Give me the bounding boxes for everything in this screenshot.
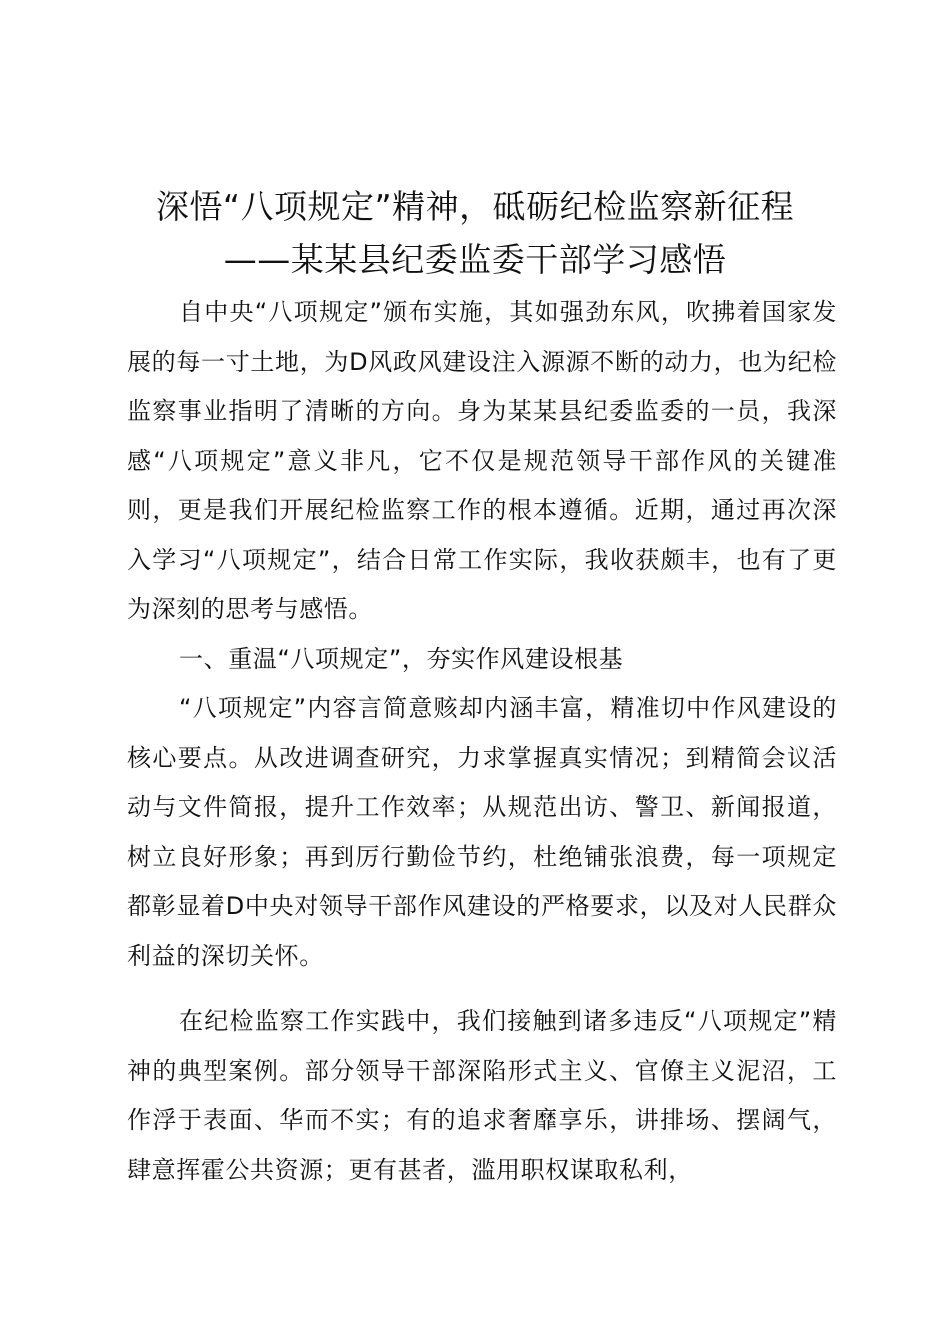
section-heading: 一、重温“八项规定”，夯实作风建设根基 bbox=[179, 644, 624, 673]
body-paragraph: “八项规定”内容言简意赅却内涵丰富，精准切中作风建设的核心要点。从改进调查研究，力求掌握真实情况；到精简会议活动与文件简报，提升工作效率；从规范出访、警卫、新闻报道，树立良好形象；再到厉行勤俭节约，杜绝铺张浪费，每一项规定都彰显着D中央对领导干部作风建设的严格要求，以及对人民群众利益的深切关怀。 bbox=[127, 694, 837, 970]
document-title: 深悟“八项规定”精神，砥砺纪检监察新征程 bbox=[155, 187, 795, 226]
document-body bbox=[127, 288, 837, 1195]
body-paragraph: 在纪检监察工作实践中，我们接触到诸多违反“八项规定”精神的典型案例。部分领导干部深陷形式主义、官僚主义泥沼，工作浮于表面、华而不实；有的追求奢靡享乐，讲排场、摆阔气，肆意挥霍公共资源；更有甚者，滥用职权谋取私利， bbox=[127, 1007, 837, 1184]
intro-paragraph: 自中央“八项规定”颁布实施，其如强劲东风，吹拂着国家发展的每一寸土地，为D风政风建设注入源源不断的动力，也为纪检监察事业指明了清晰的方向。身为某某县纪委监委的一员，我深感“八项规定”意义非凡，它不仅是规范领导干部作风的关键准则，更是我们开展纪检监察工作的根本遵循。近期，通过再次深入学习“八项规定”，结合日常工作实际，我收获颇丰，也有了更为深刻的思考与感悟。 bbox=[127, 298, 837, 623]
document-subtitle: ——某某县纪委监委干部学习感悟 bbox=[223, 240, 727, 279]
paragraph-gap bbox=[127, 981, 837, 997]
